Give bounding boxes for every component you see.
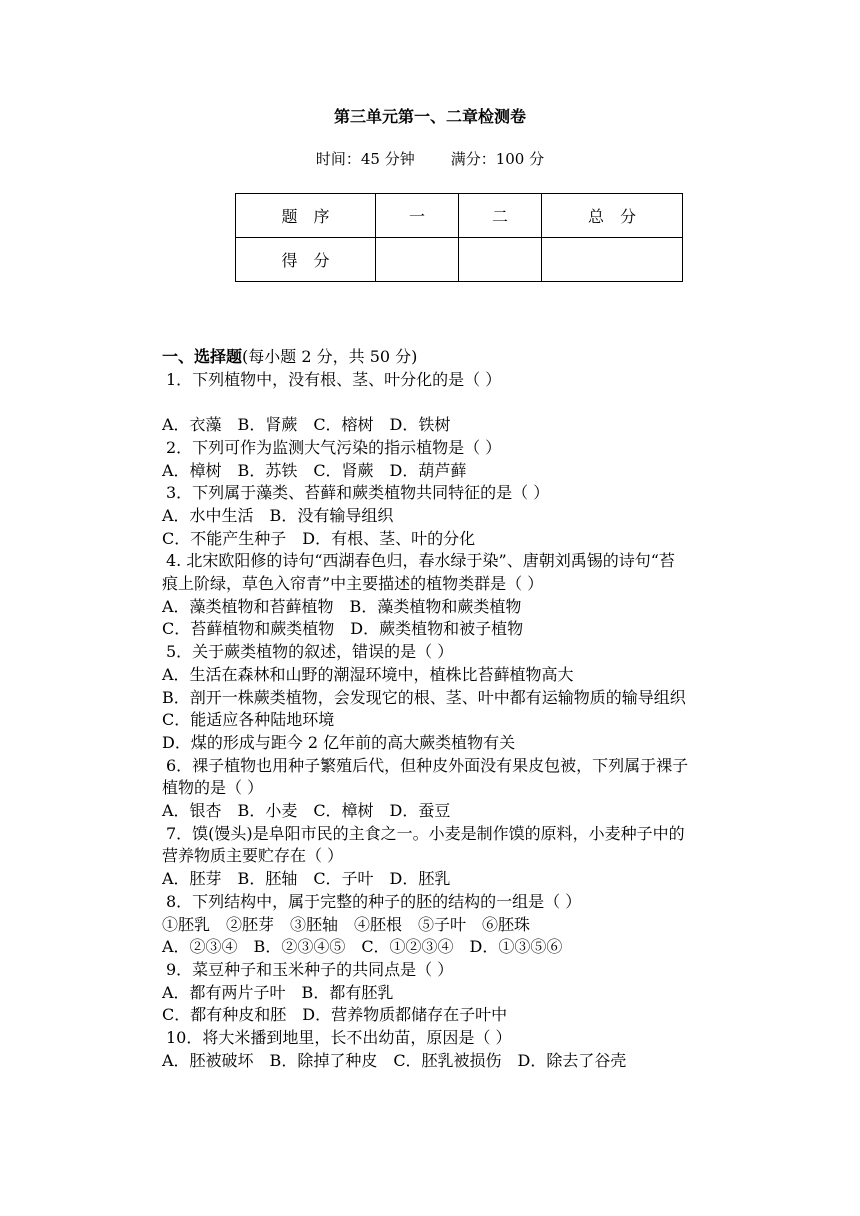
section-heading — [162, 346, 742, 369]
question-line: A．都有两片子叶 B．都有胚乳 — [162, 982, 394, 1002]
question-line: 9．菜豆种子和玉米种子的共同点是（ ） — [166, 959, 454, 979]
score-cell — [376, 238, 459, 282]
question-line: A．银杏 B．小麦 C．樟树 D．蚕豆 — [162, 801, 451, 821]
score-header-cell: 一 — [376, 194, 459, 238]
question-line: C．不能产生种子 D．有根、茎、叶的分化 — [162, 528, 476, 548]
question-line: 8．下列结构中，属于完整的种子的胚的结构的一组是（ ） — [166, 891, 582, 911]
question-line: 7．馍(馒头)是阜阳市民的主食之一。小麦是制作馍的原料，小麦种子中的 — [166, 823, 685, 843]
question-line: A．生活在森林和山野的潮湿环境中，植株比苔藓植物高大 — [162, 664, 574, 684]
question-line: 5．关于蕨类植物的叙述，错误的是（ ） — [166, 642, 454, 662]
page-title: 第三单元第一、二章检测卷 — [333, 107, 526, 126]
question-line: 痕上阶绿，草色入帘青”中主要描述的植物类群是（ ） — [162, 574, 544, 594]
score-cell — [459, 238, 542, 282]
score-cell — [542, 238, 683, 282]
question-line: C．都有种皮和胚 D．营养物质都储存在子叶中 — [162, 1005, 508, 1025]
question-line: A．②③④ B．②③④⑤ C．①②③④ D．①③⑤⑥ — [162, 937, 563, 957]
question-line: A．衣藻 B．肾蕨 C．榕树 D．铁树 — [162, 415, 451, 435]
question-line: D．煤的形成与距今 2 亿年前的高大蕨类植物有关 — [162, 732, 516, 752]
question-line: A．樟树 B．苏铁 C．肾蕨 D．葫芦藓 — [162, 460, 467, 480]
blank-line — [162, 391, 742, 414]
question-content — [162, 346, 742, 1072]
question-line: 3．下列属于藻类、苔藓和蕨类植物共同特征的是（ ） — [166, 483, 550, 503]
question-line: 10．将大米播到地里，长不出幼苗，原因是（ ） — [166, 1028, 512, 1048]
question-line: A．胚芽 B．胚轴 C．子叶 D．胚乳 — [162, 869, 451, 889]
question-lines — [162, 369, 742, 1073]
score-table-header-row — [236, 194, 683, 238]
score-table-score-row — [236, 238, 683, 282]
exam-time: 时间：45 分钟 — [315, 150, 415, 168]
question-line: C．苔藓植物和蕨类植物 D．蕨类植物和被子植物 — [162, 619, 524, 639]
question-line: B．剖开一株蕨类植物，会发现它的根、茎、叶中都有运输物质的输导组织 — [162, 687, 686, 707]
question-line: A．藻类植物和苔藓植物 B．藻类植物和蕨类植物 — [162, 596, 522, 616]
question-line: ①胚乳 ②胚芽 ③胚轴 ④胚根 ⑤子叶 ⑥胚珠 — [162, 914, 531, 934]
question-line: 6．裸子植物也用种子繁殖后代，但种皮外面没有果皮包被，下列属于裸子 — [166, 755, 689, 775]
question-line: 4. 北宋欧阳修的诗句“西湖春色归，春水绿于染”、唐朝刘禹锡的诗句“苔 — [166, 551, 675, 571]
section-note: (每小题 2 分，共 50 分) — [242, 347, 418, 366]
score-header-cell: 总 分 — [542, 194, 683, 238]
question-line: 营养物质主要贮存在（ ） — [162, 846, 344, 866]
question-line: 2．下列可作为监测大气污染的指示植物是（ ） — [166, 437, 502, 457]
question-line: 植物的是（ ） — [162, 778, 264, 798]
score-row-label: 得 分 — [236, 238, 376, 282]
question-line: A．胚被破坏 B．除掉了种皮 C．胚乳被损伤 D．除去了谷壳 — [162, 1050, 627, 1070]
question-line: C．能适应各种陆地环境 — [162, 710, 335, 730]
score-table — [235, 193, 683, 282]
exam-full-score: 满分：100 分 — [450, 150, 545, 168]
score-header-cell: 二 — [459, 194, 542, 238]
exam-meta — [0, 148, 860, 169]
question-line: 1．下列植物中，没有根、茎、叶分化的是（ ） — [166, 369, 502, 389]
question-line: A．水中生活 B．没有输导组织 — [162, 505, 394, 525]
score-header-cell: 题 序 — [236, 194, 376, 238]
section-title: 一、选择题 — [162, 347, 243, 366]
